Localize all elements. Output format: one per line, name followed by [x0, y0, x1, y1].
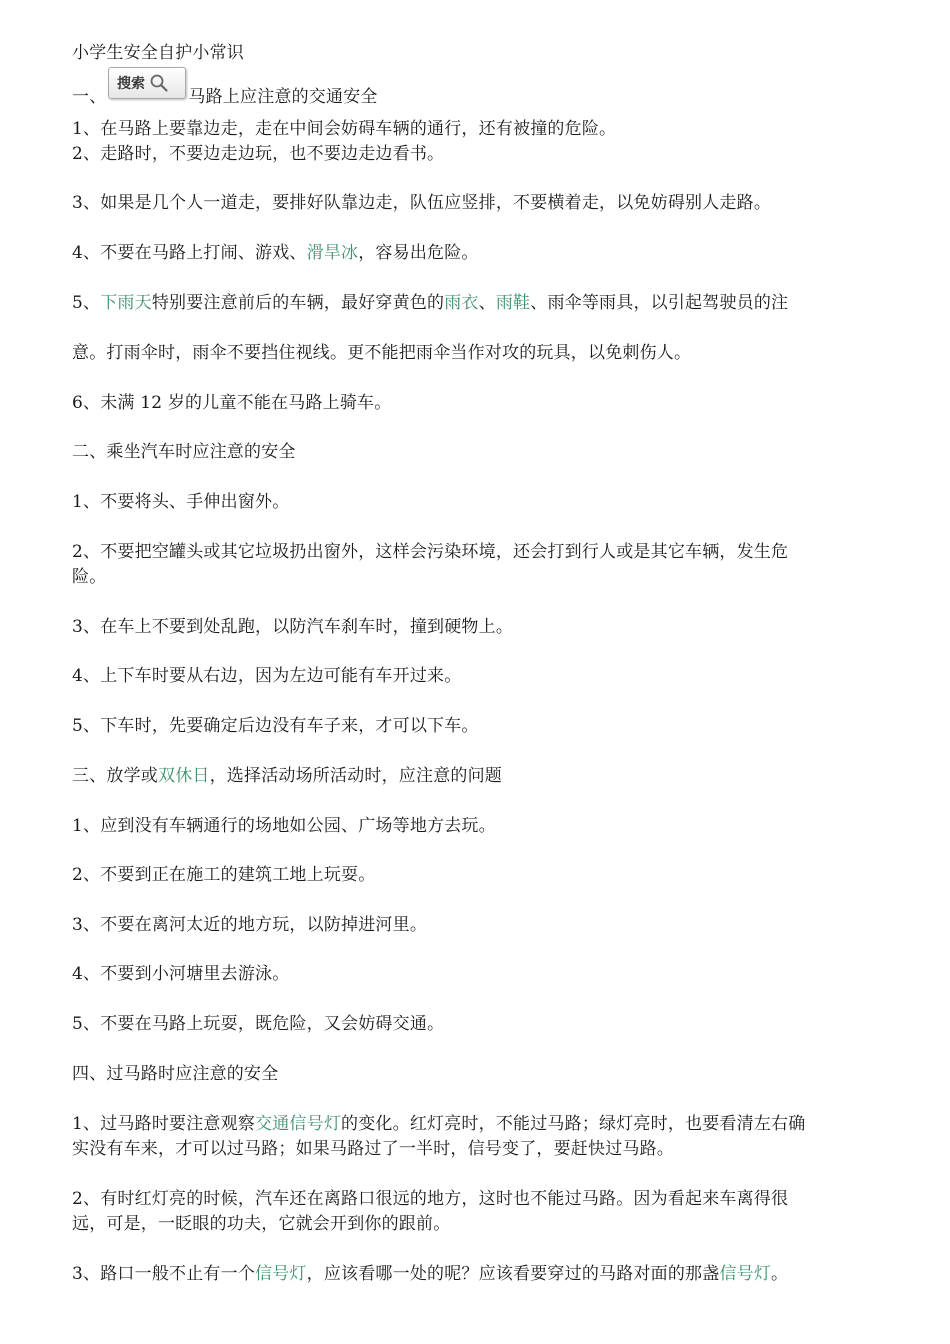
link-raincoat[interactable]: 雨衣 [444, 293, 479, 313]
s1-item-5-continued: 意。打雨伞时，雨伞不要挡住视线。更不能把雨伞当作对攻的玩具，以免刺伤人。 [72, 343, 692, 363]
section-3-heading-text-end: ，选择活动场所活动时，应注意的问题 [209, 766, 503, 786]
search-icon [149, 73, 169, 93]
s1-item-5-text: 特别要注意前后的车辆，最好穿黄色的 [151, 293, 445, 313]
s2-item-5: 5、下车时，先要确定后边没有车子来，才可以下车。 [72, 716, 479, 736]
s4-item-3-text-end: 。 [771, 1264, 789, 1284]
s2-item-2: 2、不要把空罐头或其它垃圾扔出窗外，这样会污染环境，还会打到行人或是其它车辆，发生危 [72, 542, 789, 562]
link-rain-boots[interactable]: 雨鞋 [495, 293, 531, 313]
s3-item-1: 1、应到没有车辆通行的场地如公园、广场等地方去玩。 [72, 816, 496, 836]
link-rainy-day[interactable]: 下雨天 [100, 293, 152, 313]
s1-item-4-text: 4、不要在马路上打闹、游戏、 [72, 243, 307, 263]
section-2-heading: 二、乘坐汽车时应注意的安全 [72, 442, 296, 462]
s4-item-3 [72, 1263, 788, 1285]
s1-item-3: 3、如果是几个人一道走，要排好队靠边走，队伍应竖排，不要横着走，以免妨碍别人走路。 [72, 193, 772, 213]
s1-item-5-num: 5、 [72, 293, 101, 313]
section-1-title: 马路上应注意的交通安全 [188, 87, 378, 107]
s4-item-2-continued: 远，可是，一眨眼的功夫，它就会开到你的跟前。 [72, 1214, 451, 1234]
s1-item-6: 6、未满 12 岁的儿童不能在马路上骑车。 [72, 393, 392, 413]
s1-item-2: 2、走路时，不要边走边玩，也不要边走边看书。 [72, 144, 445, 164]
s1-item-4-text-end: ，容易出危险。 [358, 243, 479, 263]
section-1-number: 一、 [72, 87, 107, 107]
link-signal-light-2[interactable]: 信号灯 [719, 1264, 772, 1284]
s2-item-1: 1、不要将头、手伸出窗外。 [72, 492, 290, 512]
search-button-label: 搜索 [117, 76, 145, 92]
s1-item-5-text-end: 、雨伞等雨具，以引起驾驶员的注 [530, 293, 789, 313]
section-3-heading [72, 765, 502, 787]
section-3-heading-text: 三、放学或 [72, 766, 158, 786]
s2-item-2-continued: 险。 [72, 567, 107, 587]
s4-item-2: 2、有时红灯亮的时候，汽车还在离路口很远的地方，这时也不能过马路。因为看起来车离得很 [72, 1189, 789, 1209]
link-traffic-signal[interactable]: 交通信号灯 [255, 1114, 342, 1134]
s3-item-4: 4、不要到小河塘里去游泳。 [72, 964, 290, 984]
link-weekend[interactable]: 双休日 [158, 766, 210, 786]
s4-item-1-continued: 实没有车来，才可以过马路；如果马路过了一半时，信号变了，要赶快过马路。 [72, 1139, 674, 1159]
s3-item-2: 2、不要到正在施工的建筑工地上玩耍。 [72, 865, 376, 885]
s3-item-3: 3、不要在离河太近的地方玩，以防掉进河里。 [72, 915, 428, 935]
s1-item-4 [72, 242, 479, 264]
section-4-heading: 四、过马路时应注意的安全 [72, 1064, 279, 1084]
s4-item-3-text: 3、路口一般不止有一个 [72, 1264, 256, 1284]
search-button[interactable] [108, 67, 186, 99]
s1-item-5-sep: 、 [478, 293, 496, 313]
s4-item-3-text-mid: ，应该看哪一处的呢？应该看要穿过的马路对面的那盏 [306, 1264, 720, 1284]
s4-item-1-text-end: 的变化。红灯亮时，不能过马路；绿灯亮时，也要看清左右确 [341, 1114, 806, 1134]
s4-item-1-text: 1、过马路时要注意观察 [72, 1114, 256, 1134]
s1-item-5 [72, 292, 788, 314]
s2-item-3: 3、在车上不要到处乱跑，以防汽车刹车时，撞到硬物上。 [72, 617, 514, 637]
s1-item-1: 1、在马路上要靠边走，走在中间会妨碍车辆的通行，还有被撞的危险。 [72, 119, 617, 139]
link-skating[interactable]: 滑旱冰 [306, 243, 359, 263]
s3-item-5: 5、不要在马路上玩耍，既危险，又会妨碍交通。 [72, 1014, 445, 1034]
s2-item-4: 4、上下车时要从右边，因为左边可能有车开过来。 [72, 666, 462, 686]
link-signal-light-1[interactable]: 信号灯 [255, 1264, 307, 1284]
s4-item-1 [72, 1113, 805, 1135]
document-title: 小学生安全自护小常识 [72, 43, 244, 63]
